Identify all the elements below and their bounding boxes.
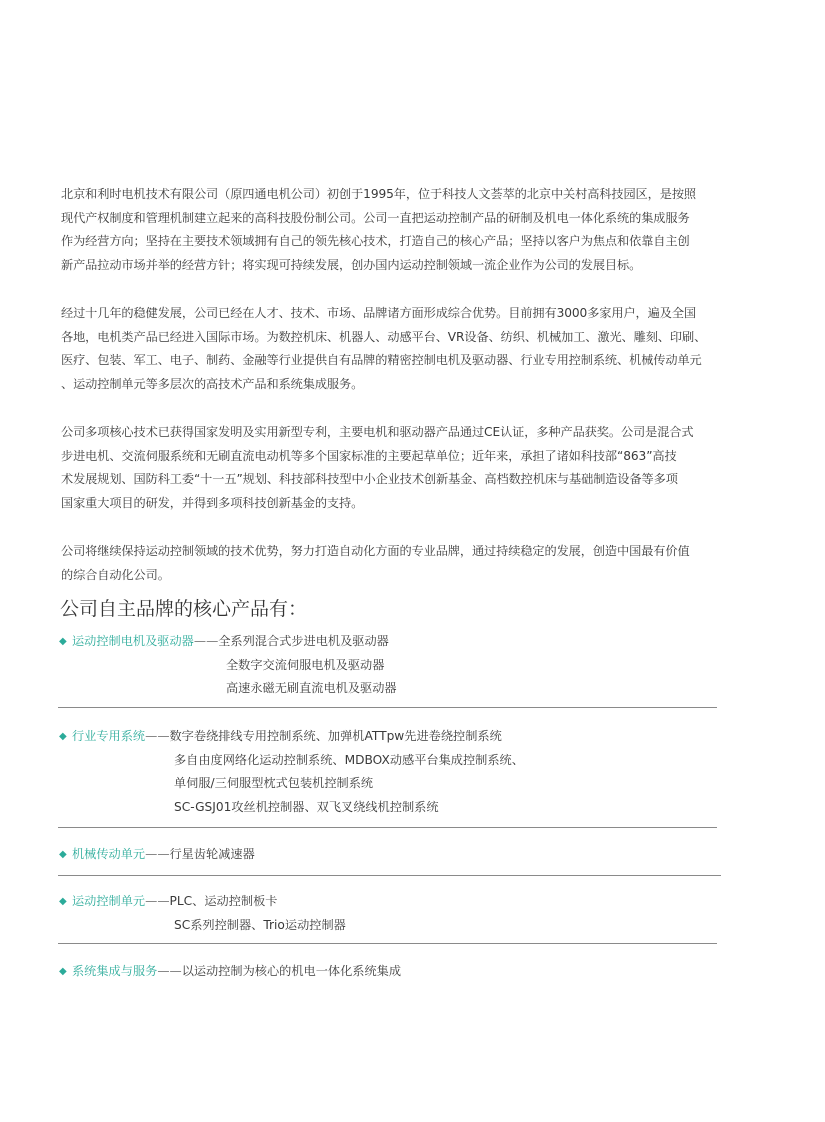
product-category: 系统集成与服务 (72, 964, 158, 978)
product-item: 数字卷绕排线专用控制系统、加弹机ATTpw先进卷绕控制系统 (169, 729, 502, 743)
product-row (59, 914, 346, 938)
product-item: SC-GSJ01攻丝机控制器、双飞叉绕线机控制系统 (174, 799, 439, 814)
product-group-motion-control-units (59, 890, 346, 937)
product-group-motor-drivers (59, 630, 397, 701)
paragraph-line: 术发展规划、国防科工委“十一五”规划、科技部科技型中小企业技术创新基金、高档数控机床与基础制造设备等多项 (61, 472, 678, 486)
product-item: PLC、运动控制板卡 (169, 894, 278, 908)
product-row (59, 843, 255, 867)
diamond-bullet-icon: ◆ (59, 966, 67, 977)
paragraph-line: 、运动控制单元等多层次的高技术产品和系统集成服务。 (61, 376, 364, 391)
diamond-bullet-icon: ◆ (59, 731, 67, 742)
product-row (59, 960, 401, 984)
paragraph-line: 医疗、包装、军工、电子、制药、金融等行业提供自有品牌的精密控制电机及驱动器、行业专用控制系统、机械传动单元 (61, 353, 702, 367)
diamond-bullet-icon: ◆ (59, 636, 67, 647)
paragraph-line: 各地，电机类产品已经进入国际市场。为数控机床、机器人、动感平台、VR设备、纺织、机械加工、激光、雕刻、印刷、 (61, 329, 707, 344)
paragraph-line: 经过十几年的稳健发展，公司已经在人才、技术、市场、品牌诸方面形成综合优势。目前拥有3000多家用户，遍及全国 (61, 306, 696, 320)
category-dash: —— (193, 634, 219, 648)
product-item: 单伺服/三伺服型枕式包装机控制系统 (174, 776, 374, 790)
product-item: 以运动控制为核心的机电一体化系统集成 (181, 964, 402, 978)
product-category: 行业专用系统 (72, 729, 146, 743)
category-dash: —— (145, 847, 170, 861)
category-dash: —— (145, 894, 170, 908)
product-category: 机械传动单元 (72, 847, 146, 861)
product-row (59, 749, 524, 773)
divider (58, 707, 717, 708)
product-item: SC系列控制器、Trio运动控制器 (174, 917, 346, 932)
product-row (59, 796, 524, 820)
divider (58, 875, 721, 876)
divider (58, 827, 717, 828)
paragraph-line: 公司多项核心技术已获得国家发明及实用新型专利，主要电机和驱动器产品通过CE认证，多种产品获奖。公司是混合式 (61, 425, 694, 439)
product-row (59, 772, 524, 796)
paragraph-line: 作为经营方向；坚持在主要技术领域拥有自己的领先核心技术，打造自己的核心产品；坚持以客户为焦点和依靠自主创 (61, 234, 690, 248)
product-item: 全数字交流伺服电机及驱动器 (226, 657, 385, 672)
paragraph (61, 302, 725, 396)
product-item: 多自由度网络化运动控制系统、MDBOX动感平台集成控制系统、 (174, 752, 524, 767)
product-category: 运动控制单元 (72, 894, 146, 908)
paragraph (61, 540, 725, 587)
product-item: 高速永磁无刷直流电机及驱动器 (226, 681, 397, 695)
paragraph (61, 183, 725, 277)
divider (58, 943, 717, 944)
product-group-system-integration (59, 960, 401, 984)
paragraph-line: 的综合自动化公司。 (61, 567, 170, 582)
product-group-industry-systems (59, 725, 524, 819)
diamond-bullet-icon: ◆ (59, 849, 67, 860)
product-item: 全系列混合式步进电机及驱动器 (218, 634, 389, 648)
product-row (59, 890, 346, 914)
paragraph (61, 421, 725, 515)
product-group-mechanical-transmission (59, 843, 255, 867)
product-row (59, 630, 397, 654)
paragraph-line: 公司将继续保持运动控制领域的技术优势，努力打造自动化方面的专业品牌，通过持续稳定的发展，创造中国最有价值 (61, 544, 690, 558)
intro-text (61, 183, 725, 612)
paragraph-line: 现代产权制度和管理机制建立起来的高科技股份制公司。公司一直把运动控制产品的研制及机电一体化系统的集成服务 (61, 210, 690, 225)
paragraph-line: 步进电机、交流伺服系统和无刷直流电动机等多个国家标准的主要起草单位；近年来，承担了诸如科技部“863”高技 (61, 448, 677, 463)
paragraph-line: 新产品拉动市场并举的经营方针；将实现可持续发展，创办国内运动控制领域一流企业作为公司的发展目标。 (61, 257, 642, 272)
category-dash: —— (157, 964, 182, 978)
category-dash: —— (145, 729, 170, 743)
paragraph-line: 北京和利时电机技术有限公司（原四通电机公司）初创于1995年，位于科技人文荟萃的北京中关村高科技园区，是按照 (61, 187, 696, 201)
paragraph-line: 国家重大项目的研发，并得到多项科技创新基金的支持。 (61, 495, 364, 510)
product-item: 行星齿轮减速器 (169, 847, 255, 861)
product-row (59, 654, 397, 678)
product-row (59, 725, 524, 749)
product-category: 运动控制电机及驱动器 (72, 634, 194, 648)
product-row (59, 677, 397, 701)
diamond-bullet-icon: ◆ (59, 896, 67, 907)
section-title: 公司自主品牌的核心产品有： (60, 598, 308, 620)
